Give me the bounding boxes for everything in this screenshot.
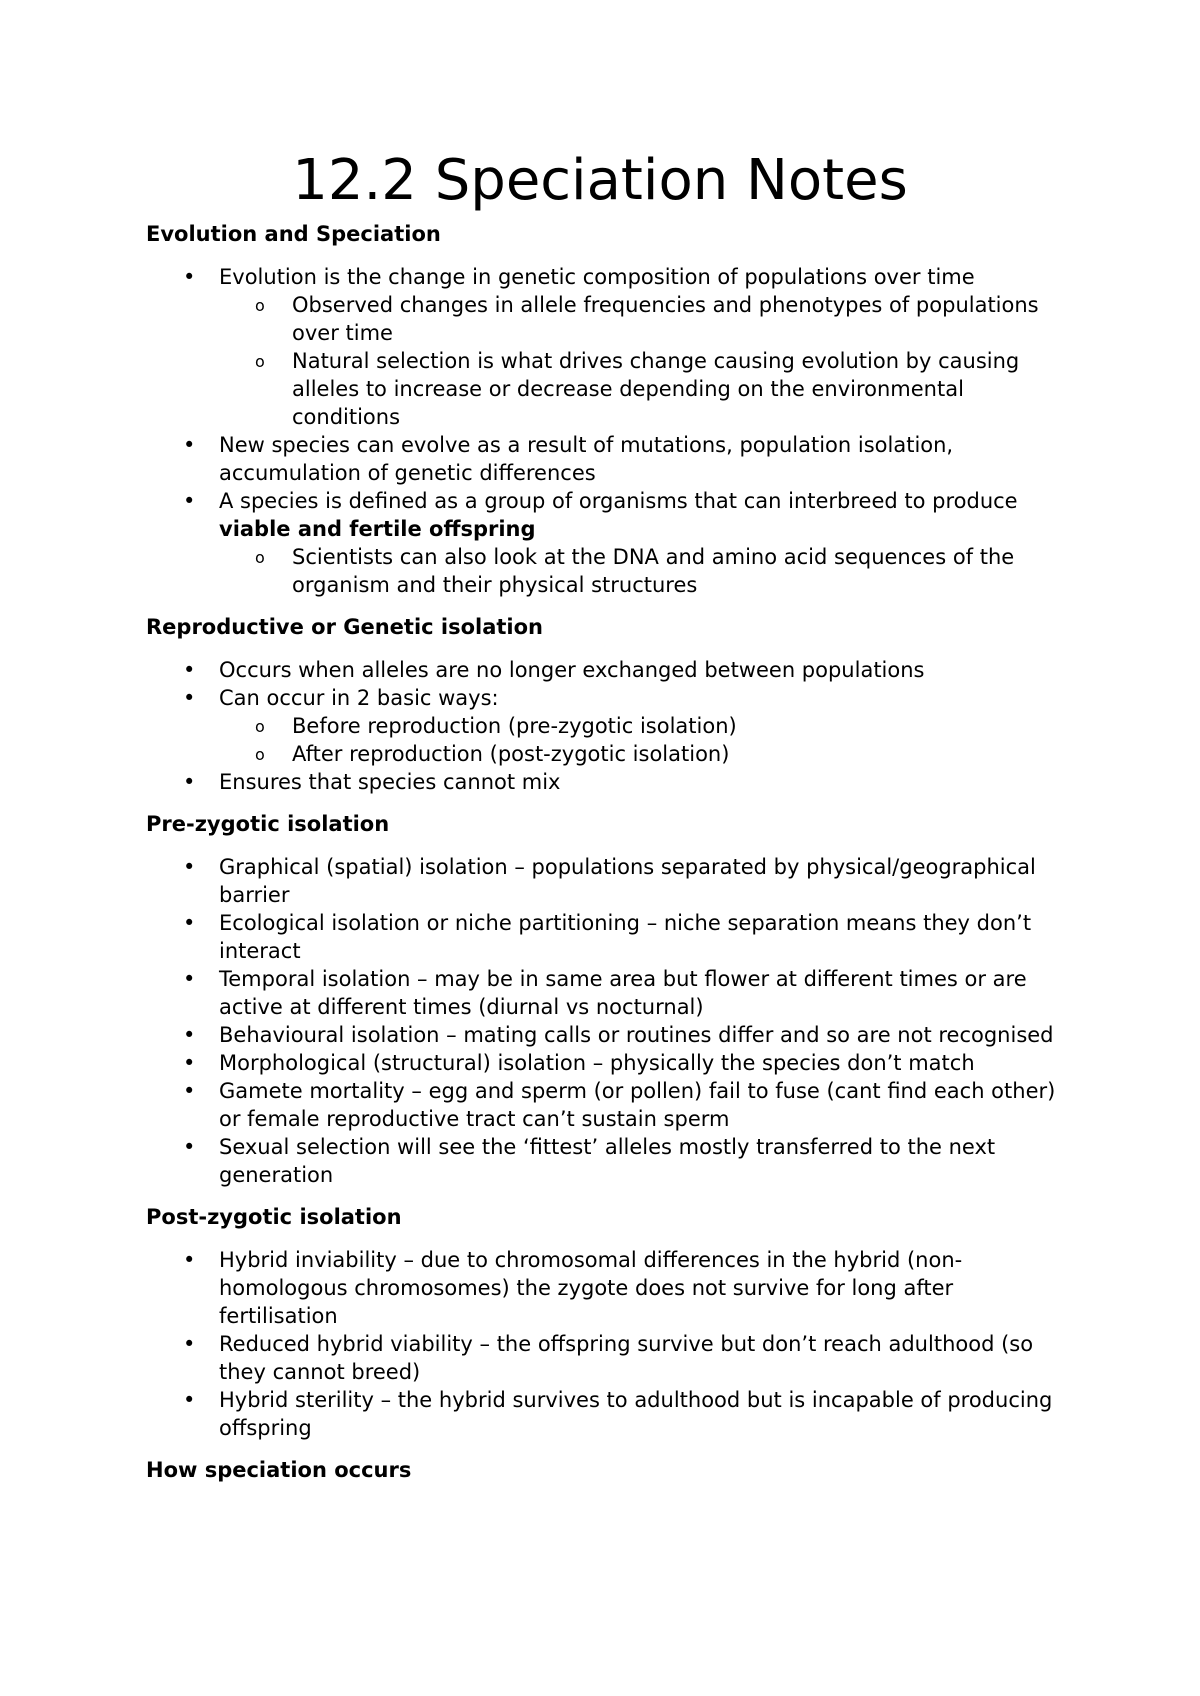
sub-bullet-list bbox=[219, 712, 1066, 768]
list-item bbox=[146, 487, 1066, 599]
bullet-icon: • bbox=[183, 265, 196, 289]
list-item-text: Behavioural isolation – mating calls or routines differ and so are not recognised bbox=[219, 1023, 1054, 1047]
bullet-icon: • bbox=[183, 855, 196, 879]
list-item bbox=[146, 656, 1066, 684]
sub-bullet-icon: o bbox=[255, 548, 265, 567]
list-item bbox=[146, 909, 1066, 965]
sub-bullet-icon: o bbox=[255, 296, 265, 315]
list-item bbox=[146, 768, 1066, 796]
sub-list-item-text: After reproduction (post-zygotic isolation) bbox=[292, 742, 730, 766]
list-item bbox=[146, 1246, 1066, 1330]
bullet-icon: • bbox=[183, 967, 196, 991]
list-item bbox=[146, 1049, 1066, 1077]
list-item-text: Ensures that species cannot mix bbox=[219, 770, 561, 794]
list-item-text: Graphical (spatial) isolation – populations separated by physical/geographical barrier bbox=[219, 855, 1036, 907]
bullet-icon: • bbox=[183, 489, 196, 513]
list-item bbox=[146, 853, 1066, 909]
section-heading: Evolution and Speciation bbox=[146, 222, 441, 246]
bullet-icon: • bbox=[183, 1023, 196, 1047]
sub-list-item bbox=[219, 347, 1066, 431]
list-item-text: Ecological isolation or niche partitioning – niche separation means they don’t interact bbox=[219, 911, 1032, 963]
bullet-icon: • bbox=[183, 770, 196, 794]
bullet-list bbox=[146, 1246, 1066, 1442]
sub-list-item bbox=[219, 291, 1066, 347]
list-item bbox=[146, 1077, 1066, 1133]
list-item-text: Gamete mortality – egg and sperm (or pollen) fail to fuse (cant find each other) or female reproductive tract can’t sustain sperm bbox=[219, 1079, 1056, 1131]
list-item-text: Sexual selection will see the ‘fittest’ alleles mostly transferred to the next generation bbox=[219, 1135, 996, 1187]
list-item-text: Can occur in 2 basic ways: bbox=[219, 686, 499, 710]
sub-bullet-icon: o bbox=[255, 717, 265, 736]
sub-list-item-text: Observed changes in allele frequencies and phenotypes of populations over time bbox=[292, 293, 1039, 345]
bullet-icon: • bbox=[183, 911, 196, 935]
sub-bullet-icon: o bbox=[255, 352, 265, 371]
section-heading: Reproductive or Genetic isolation bbox=[146, 615, 544, 639]
section-heading: Post-zygotic isolation bbox=[146, 1205, 402, 1229]
bullet-list bbox=[146, 656, 1066, 796]
list-item-text: Evolution is the change in genetic composition of populations over time bbox=[219, 265, 975, 289]
bullet-icon: • bbox=[183, 1051, 196, 1075]
document-body bbox=[146, 220, 1066, 1499]
list-item bbox=[146, 684, 1066, 768]
bullet-list bbox=[146, 853, 1066, 1189]
bullet-icon: • bbox=[183, 1248, 196, 1272]
sub-list-item bbox=[219, 740, 1066, 768]
list-item-text: New species can evolve as a result of mutations, population isolation, accumulation of genetic differences bbox=[219, 433, 954, 485]
sub-list-item-text: Scientists can also look at the DNA and amino acid sequences of the organism and their physical structures bbox=[292, 545, 1015, 597]
sub-bullet-icon: o bbox=[255, 745, 265, 764]
list-item-text: Occurs when alleles are no longer exchanged between populations bbox=[219, 658, 925, 682]
list-item bbox=[146, 431, 1066, 487]
list-item-text: A species is defined as a group of organisms that can interbreed to produce bbox=[219, 489, 1018, 513]
list-item bbox=[146, 263, 1066, 431]
sub-bullet-list bbox=[219, 291, 1066, 431]
list-item bbox=[146, 1386, 1066, 1442]
bullet-icon: • bbox=[183, 1388, 196, 1412]
list-item bbox=[146, 1330, 1066, 1386]
list-item bbox=[146, 1133, 1066, 1189]
bullet-icon: • bbox=[183, 1079, 196, 1103]
sub-list-item bbox=[219, 712, 1066, 740]
bullet-icon: • bbox=[183, 433, 196, 457]
bullet-icon: • bbox=[183, 658, 196, 682]
list-item-text: Hybrid inviability – due to chromosomal differences in the hybrid (non-homologous chromosomes) the zygote does not survive for long after fertilisation bbox=[219, 1248, 963, 1328]
section-heading: How speciation occurs bbox=[146, 1458, 412, 1482]
list-item-text: Reduced hybrid viability – the offspring survive but don’t reach adulthood (so they cannot breed) bbox=[219, 1332, 1034, 1384]
sub-list-item-text: Natural selection is what drives change causing evolution by causing alleles to increase or decrease depending on the environmental conditions bbox=[292, 349, 1020, 429]
list-item-text: Morphological (structural) isolation – physically the species don’t match bbox=[219, 1051, 975, 1075]
bullet-icon: • bbox=[183, 686, 196, 710]
sub-bullet-list bbox=[219, 543, 1066, 599]
bullet-icon: • bbox=[183, 1135, 196, 1159]
sub-list-item bbox=[219, 543, 1066, 599]
page-title: 12.2 Speciation Notes bbox=[292, 148, 908, 213]
bullet-list bbox=[146, 263, 1066, 599]
list-item bbox=[146, 965, 1066, 1021]
bold-text: viable and fertile offspring bbox=[219, 517, 536, 541]
list-item bbox=[146, 1021, 1066, 1049]
bullet-icon: • bbox=[183, 1332, 196, 1356]
sub-list-item-text: Before reproduction (pre-zygotic isolation) bbox=[292, 714, 737, 738]
list-item-text: Hybrid sterility – the hybrid survives to adulthood but is incapable of producing offspring bbox=[219, 1388, 1053, 1440]
section-heading: Pre-zygotic isolation bbox=[146, 812, 390, 836]
list-item-text: Temporal isolation – may be in same area but flower at different times or are active at different times (diurnal vs nocturnal) bbox=[219, 967, 1027, 1019]
